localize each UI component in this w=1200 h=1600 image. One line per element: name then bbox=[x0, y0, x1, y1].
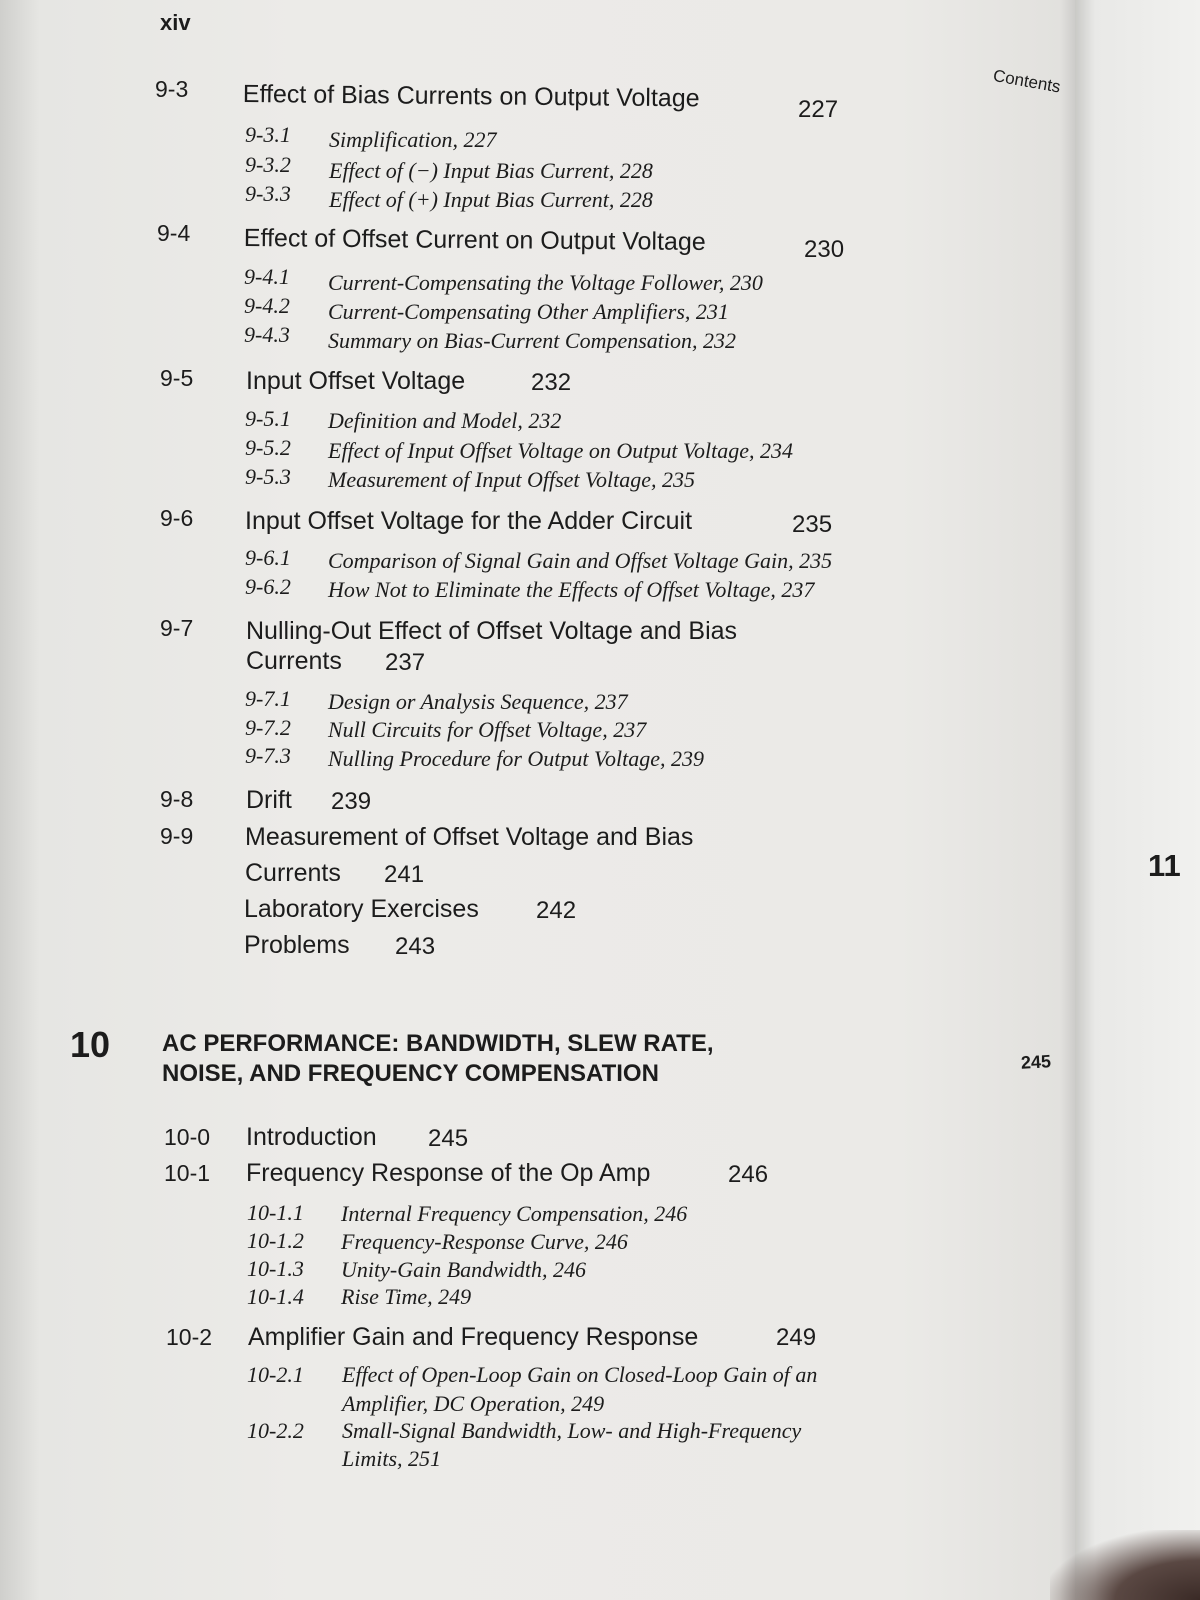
section-title: Effect of Bias Currents on Output Voltage bbox=[242, 80, 700, 113]
subsection-number: 10-1.3 bbox=[247, 1256, 304, 1281]
section-page: 237 bbox=[385, 649, 426, 676]
subsection-title: Summary on Bias-Current Compensation, 232 bbox=[328, 328, 737, 353]
chapter-number: 10 bbox=[70, 1024, 111, 1065]
section-title: Introduction bbox=[246, 1123, 377, 1151]
subsection-number: 10-1.2 bbox=[247, 1228, 304, 1253]
section-page: 245 bbox=[428, 1125, 469, 1152]
section-title: Amplifier Gain and Frequency Response bbox=[248, 1323, 699, 1351]
subsection-number: 9-3.3 bbox=[245, 181, 291, 206]
subsection-title: Internal Frequency Compensation, 246 bbox=[341, 1201, 688, 1226]
section-title-line1: Measurement of Offset Voltage and Bias bbox=[245, 823, 694, 851]
section-page: 239 bbox=[331, 788, 372, 815]
subsection-title: How Not to Eliminate the Effects of Offset Voltage, 237 bbox=[328, 577, 815, 602]
running-head: Contents bbox=[991, 66, 1063, 97]
subsection-title-line1: Effect of Open-Loop Gain on Closed-Loop Gain of an bbox=[342, 1362, 818, 1387]
subsection-title: Current-Compensating the Voltage Follower, 230 bbox=[328, 270, 763, 295]
section-title: Drift bbox=[246, 786, 292, 814]
section-number: 10-0 bbox=[164, 1124, 211, 1150]
subsection-number: 10-2.2 bbox=[247, 1418, 304, 1443]
subsection-number: 9-7.3 bbox=[245, 743, 291, 768]
subsection-number: 9-7.2 bbox=[245, 715, 291, 740]
subsection-number: 10-1.4 bbox=[247, 1284, 304, 1309]
subsection-number: 9-3.1 bbox=[245, 122, 291, 147]
section-title-line2: Currents bbox=[246, 647, 342, 675]
problems-title: Problems bbox=[244, 931, 350, 959]
section-number: 10-2 bbox=[166, 1324, 213, 1350]
subsection-number: 9-3.2 bbox=[245, 152, 291, 177]
section-number: 9-3 bbox=[155, 76, 189, 102]
subsection-number: 9-7.1 bbox=[245, 686, 291, 711]
section-page: 235 bbox=[792, 511, 833, 538]
subsection-number: 9-6.2 bbox=[245, 574, 291, 599]
background-corner bbox=[1050, 1530, 1200, 1600]
section-page: 230 bbox=[804, 236, 845, 263]
subsection-title-line1: Small-Signal Bandwidth, Low- and High-Frequency bbox=[342, 1418, 802, 1443]
subsection-title-line2: Limits, 251 bbox=[342, 1446, 442, 1471]
subsection-number: 9-5.3 bbox=[245, 464, 291, 489]
facing-page bbox=[1075, 0, 1200, 1600]
section-page: 249 bbox=[776, 1324, 817, 1351]
facing-chapter-number: 11 bbox=[1148, 848, 1181, 883]
laboratory-exercises-title: Laboratory Exercises bbox=[244, 895, 479, 923]
subsection-title-line2: Amplifier, DC Operation, 249 bbox=[342, 1391, 605, 1416]
subsection-number: 9-5.1 bbox=[245, 406, 291, 431]
subsection-title: Null Circuits for Offset Voltage, 237 bbox=[328, 717, 647, 742]
subsection-number: 9-4.2 bbox=[244, 293, 290, 318]
section-page: 227 bbox=[798, 96, 839, 123]
section-page: 246 bbox=[728, 1161, 769, 1188]
section-title: Effect of Offset Current on Output Voltage bbox=[243, 224, 706, 257]
laboratory-exercises-page: 242 bbox=[536, 897, 577, 924]
section-page: 232 bbox=[531, 369, 572, 396]
problems-page: 243 bbox=[395, 933, 436, 960]
page-number: xiv bbox=[160, 10, 191, 35]
section-title-line1: Nulling-Out Effect of Offset Voltage and Bias bbox=[246, 617, 738, 645]
section-number: 9-9 bbox=[160, 823, 194, 849]
section-title: Frequency Response of the Op Amp bbox=[246, 1159, 651, 1187]
section-number: 9-5 bbox=[160, 365, 194, 391]
subsection-number: 9-5.2 bbox=[245, 435, 291, 460]
section-title: Input Offset Voltage for the Adder Circuit bbox=[245, 507, 693, 535]
subsection-title: Current-Compensating Other Amplifiers, 231 bbox=[328, 299, 729, 324]
section-number: 9-6 bbox=[160, 505, 194, 531]
subsection-number: 10-2.1 bbox=[247, 1362, 304, 1387]
subsection-title: Frequency-Response Curve, 246 bbox=[341, 1229, 628, 1254]
subsection-title: Effect of (+) Input Bias Current, 228 bbox=[329, 187, 653, 212]
subsection-number: 9-4.3 bbox=[244, 322, 290, 347]
section-title: Input Offset Voltage bbox=[246, 367, 466, 395]
subsection-title: Unity-Gain Bandwidth, 246 bbox=[341, 1257, 587, 1282]
section-number: 9-7 bbox=[160, 615, 194, 641]
section-title-line2: Currents bbox=[245, 859, 341, 887]
subsection-title: Nulling Procedure for Output Voltage, 239 bbox=[328, 746, 705, 771]
subsection-title: Effect of (−) Input Bias Current, 228 bbox=[329, 158, 653, 183]
subsection-title: Measurement of Input Offset Voltage, 235 bbox=[328, 467, 696, 492]
subsection-title: Design or Analysis Sequence, 237 bbox=[328, 689, 628, 714]
subsection-title: Comparison of Signal Gain and Offset Voltage Gain, 235 bbox=[328, 548, 833, 573]
section-number: 9-8 bbox=[160, 786, 194, 812]
subsection-title: Definition and Model, 232 bbox=[328, 408, 562, 433]
subsection-number: 9-6.1 bbox=[245, 545, 291, 570]
subsection-title: Simplification, 227 bbox=[329, 127, 497, 152]
subsection-number: 10-1.1 bbox=[247, 1200, 304, 1225]
chapter-title-line1: AC PERFORMANCE: BANDWIDTH, SLEW RATE, bbox=[162, 1030, 714, 1057]
subsection-title: Rise Time, 249 bbox=[341, 1284, 472, 1309]
chapter-title-line2: NOISE, AND FREQUENCY COMPENSATION bbox=[162, 1060, 659, 1087]
facing-page-number: 245 bbox=[1020, 1051, 1052, 1073]
subsection-number: 9-4.1 bbox=[244, 264, 290, 289]
subsection-title: Effect of Input Offset Voltage on Output Voltage, 234 bbox=[328, 438, 793, 463]
section-page: 241 bbox=[384, 861, 425, 888]
section-number: 10-1 bbox=[164, 1160, 211, 1186]
section-number: 9-4 bbox=[157, 220, 191, 246]
